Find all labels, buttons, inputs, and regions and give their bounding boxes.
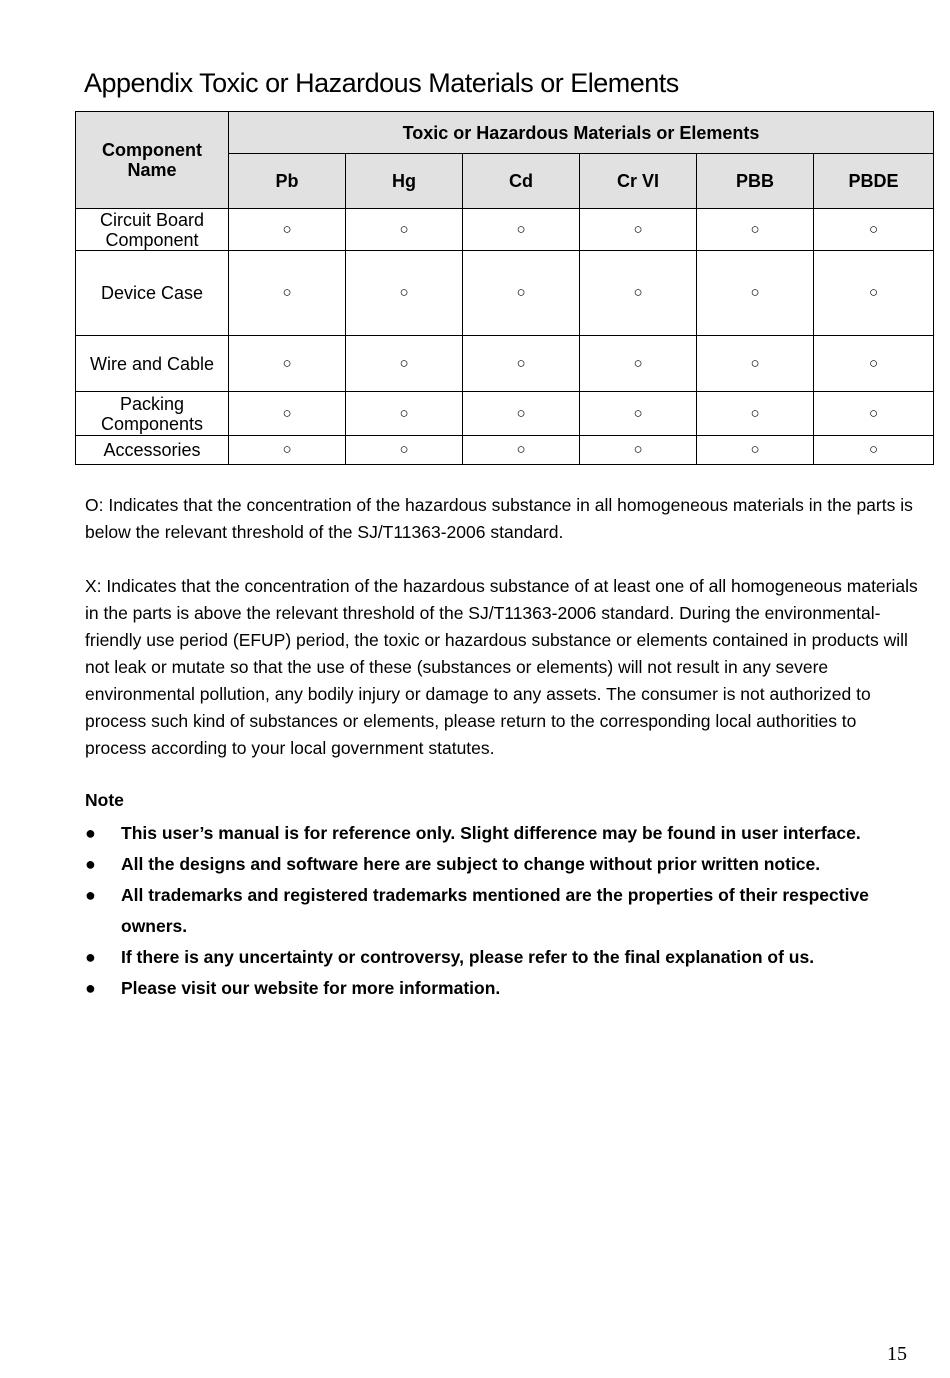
bullet-icon: ● <box>85 823 96 843</box>
column-header-pbb: PBB <box>697 154 814 209</box>
table-cell: ○ <box>229 336 346 392</box>
note-list <box>85 818 915 1004</box>
note-text: All the designs and software here are subject to change without prior written notice. <box>121 854 821 874</box>
bullet-icon: ● <box>85 947 96 967</box>
table-cell: ○ <box>229 251 346 336</box>
bullet-icon: ● <box>85 885 96 905</box>
x-definition-paragraph: X: Indicates that the concentration of the hazardous substance of at least one of all homogeneous materials in the parts is above the relevant threshold of the SJ/T11363-2006 standard. During the environmental-friendly use period (EFUP) period, the toxic or hazardous substance or elements contained in products will not leak or mutate so that the use of these (substances or elements) will not result in any severe environmental pollution, any bodily injury or damage to any assets. The consumer is not authorized to process such kind of substances or elements, please return to the corresponding local authorities to process according to your local government statutes. <box>85 576 918 758</box>
table-cell: ○ <box>697 436 814 465</box>
table-cell: ○ <box>697 251 814 336</box>
table-cell: ○ <box>463 251 580 336</box>
column-header-hg: Hg <box>346 154 463 209</box>
table-cell: ○ <box>463 392 580 436</box>
note-text: This user’s manual is for reference only. Slight difference may be found in user interface. <box>121 823 861 843</box>
row-label: Packing Components <box>76 392 229 436</box>
table-cell: ○ <box>697 336 814 392</box>
table-cell: ○ <box>697 392 814 436</box>
bullet-icon: ● <box>85 854 96 874</box>
table-cell: ○ <box>814 392 934 436</box>
table-cell: ○ <box>814 251 934 336</box>
table-cell: ○ <box>463 436 580 465</box>
table-row <box>76 436 934 465</box>
table-cell: ○ <box>580 336 697 392</box>
hazardous-materials-table <box>75 111 934 465</box>
table-cell: ○ <box>229 209 346 251</box>
list-item <box>85 818 915 849</box>
o-definition-paragraph: O: Indicates that the concentration of the hazardous substance in all homogeneous materials in the parts is below the relevant threshold of the SJ/T11363-2006 standard. <box>85 495 913 542</box>
row-label: Device Case <box>76 251 229 336</box>
list-item <box>85 880 915 942</box>
table-cell: ○ <box>346 336 463 392</box>
column-header-cr-vi: Cr VI <box>580 154 697 209</box>
page-number: 15 <box>887 1343 907 1365</box>
table-row <box>76 209 934 251</box>
column-header-pbde: PBDE <box>814 154 934 209</box>
table-cell: ○ <box>580 392 697 436</box>
note-text: If there is any uncertainty or controversy, please refer to the final explanation of us. <box>121 947 815 967</box>
table-cell: ○ <box>463 209 580 251</box>
table-cell: ○ <box>697 209 814 251</box>
table-row <box>76 336 934 392</box>
note-text: Please visit our website for more information. <box>121 978 501 998</box>
table-cell: ○ <box>580 436 697 465</box>
row-label: Accessories <box>76 436 229 465</box>
table-cell: ○ <box>229 392 346 436</box>
table-row <box>76 392 934 436</box>
table-row <box>76 251 934 336</box>
table-cell: ○ <box>346 209 463 251</box>
note-text: All trademarks and registered trademarks mentioned are the properties of their respective owners. <box>121 885 869 936</box>
hazardous-group-header: Toxic or Hazardous Materials or Elements <box>229 112 934 154</box>
list-item <box>85 942 915 973</box>
table-cell: ○ <box>814 336 934 392</box>
table-cell: ○ <box>463 336 580 392</box>
page-title: Appendix Toxic or Hazardous Materials or Elements <box>84 68 679 98</box>
row-label: Wire and Cable <box>76 336 229 392</box>
table-cell: ○ <box>229 436 346 465</box>
table-cell: ○ <box>580 209 697 251</box>
table-cell: ○ <box>346 392 463 436</box>
list-item <box>85 973 915 1004</box>
note-heading: Note <box>85 790 124 810</box>
table-cell: ○ <box>346 436 463 465</box>
component-name-header: Component Name <box>76 112 229 209</box>
column-header-cd: Cd <box>463 154 580 209</box>
list-item <box>85 849 915 880</box>
table-cell: ○ <box>814 436 934 465</box>
bullet-icon: ● <box>85 978 96 998</box>
table-cell: ○ <box>814 209 934 251</box>
row-label: Circuit Board Component <box>76 209 229 251</box>
column-header-pb: Pb <box>229 154 346 209</box>
table-cell: ○ <box>580 251 697 336</box>
table-cell: ○ <box>346 251 463 336</box>
